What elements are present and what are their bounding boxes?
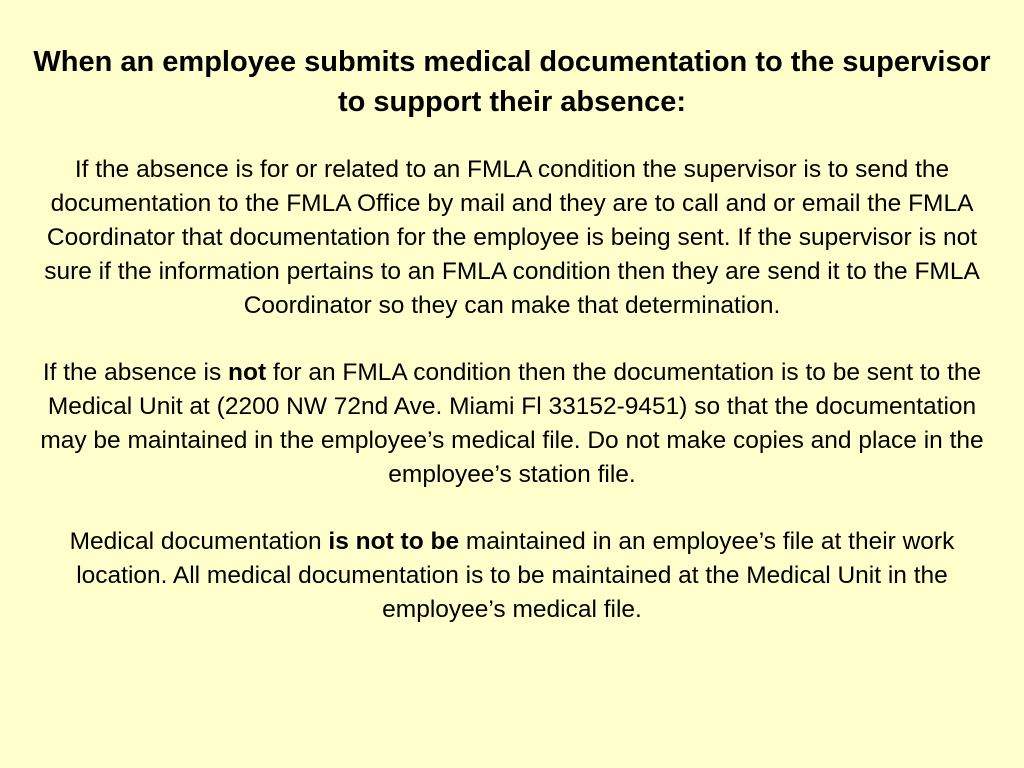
storage-rule-emphasis: is not to be: [328, 528, 460, 555]
storage-rule-text-before: Medical documentation: [69, 528, 329, 555]
non-fmla-emphasis: not: [228, 359, 267, 386]
non-fmla-text-before: If the absence is: [42, 359, 229, 386]
storage-rule-paragraph: [30, 525, 994, 627]
slide-heading: When an employee submits medical documentation to the supervisor to support their absence:: [33, 46, 991, 118]
non-fmla-text-after: for an FMLA condition then the documentation is to be sent to the Medical Unit at (2200 NW 72nd Ave. Miami Fl 33152-9451) so that the documentation may be maintained in the employee’s medical file. Do not make copies and place in the employee’s station file.: [40, 359, 984, 488]
fmla-condition-paragraph: If the absence is for or related to an FMLA condition the supervisor is to send the documentation to the FMLA Office by mail and they are to call and or email the FMLA Coordinator that documentation for the employee is being sent. If the supervisor is not sure if the information pertains to an FMLA condition then they are send it to the FMLA Coordinator so they can make that determination.: [44, 156, 980, 319]
non-fmla-paragraph: [30, 356, 994, 492]
storage-rule-text-after: maintained in an employee’s file at their work location. All medical documentation is to be maintained at the Medical Unit in the employee’s medical file.: [76, 528, 955, 623]
